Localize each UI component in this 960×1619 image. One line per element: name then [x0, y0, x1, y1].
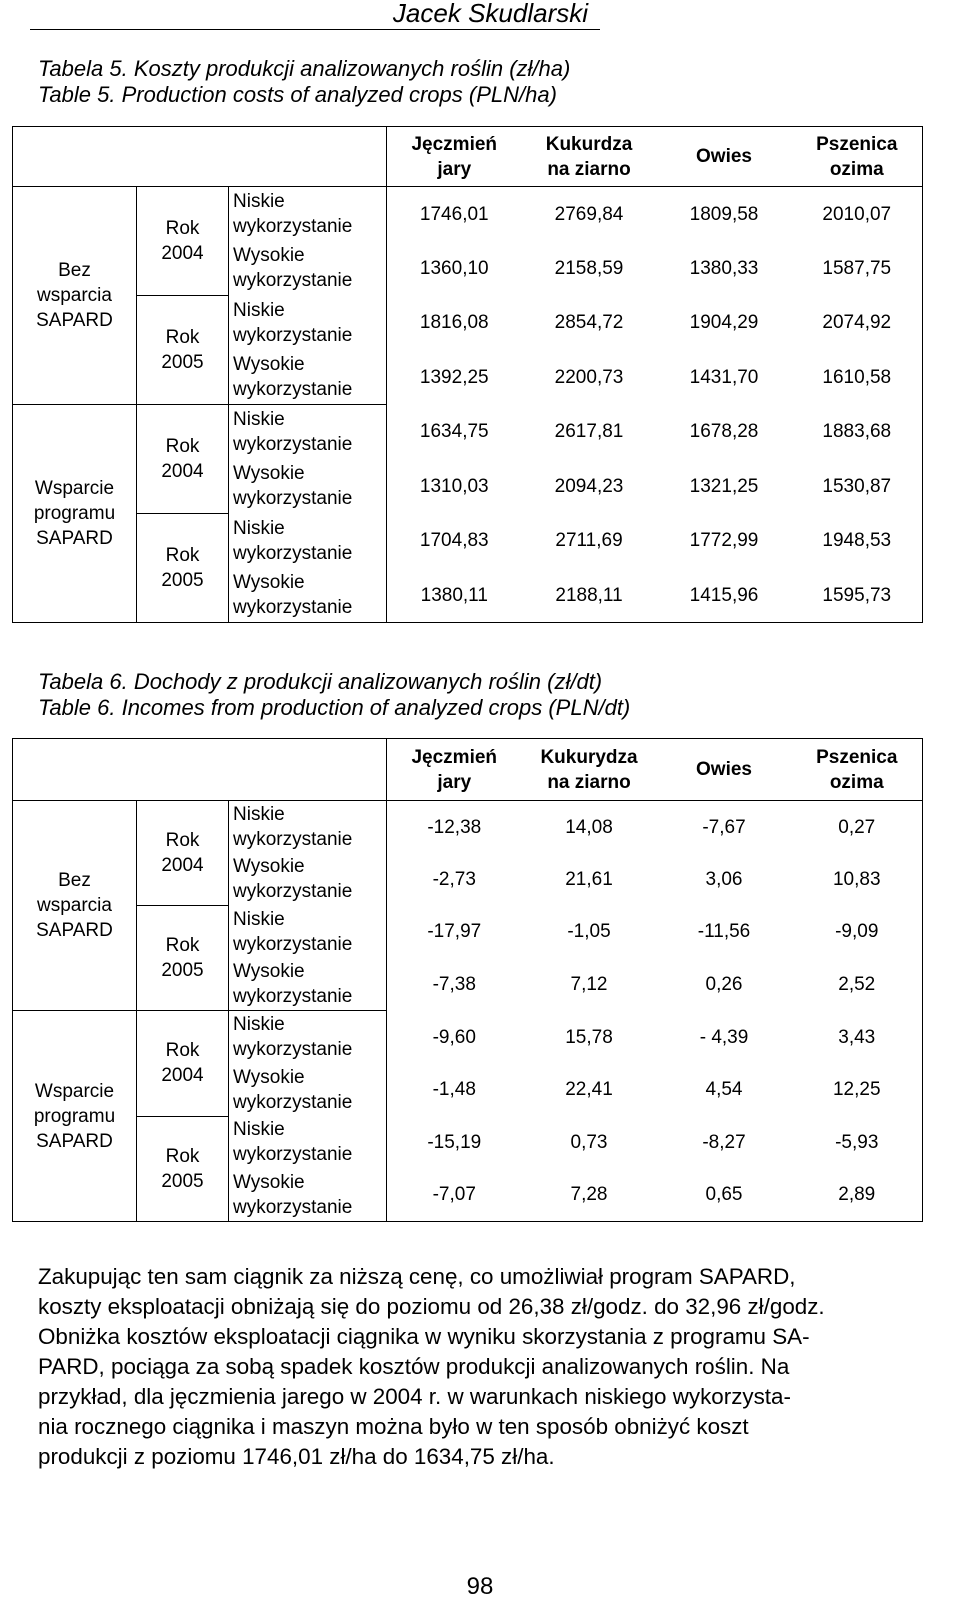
value-cell: -9,09 — [792, 906, 923, 959]
usage-level-line: Wysokie — [233, 856, 305, 878]
table-row — [13, 906, 923, 959]
usage-level-line: Niskie — [233, 1119, 285, 1141]
year-label-line: 2004 — [161, 855, 204, 877]
col-header-line1: Kukurydza — [540, 746, 638, 768]
usage-level-label — [229, 350, 387, 405]
year-label-line: Rok — [165, 327, 200, 348]
col-header-line1: Kukurdza — [545, 133, 633, 155]
year-label — [137, 296, 229, 405]
usage-level-label — [229, 514, 387, 569]
usage-level-line: wykorzystanie — [233, 933, 353, 955]
paragraph-line: PARD, pociąga za sobą spadek kosztów produkcji analizowanych roślin. Na — [38, 1354, 790, 1379]
col-header-line1: Jęczmień — [411, 746, 498, 768]
table6 — [12, 738, 923, 1222]
value-cell: -12,38 — [387, 801, 522, 854]
table-row — [13, 514, 923, 569]
group-label-line: wsparcia — [37, 285, 112, 306]
usage-level-label — [229, 405, 387, 460]
year-label-line: 2004 — [161, 243, 204, 264]
value-cell: -8,27 — [702, 1131, 746, 1153]
usage-level-label — [229, 459, 387, 514]
group-label-line: programu — [33, 503, 116, 524]
usage-level-line: wykorzystanie — [233, 829, 353, 851]
year-label-line: 2005 — [161, 352, 204, 373]
table-row — [13, 296, 923, 351]
value-cell: 1746,01 — [387, 187, 522, 242]
value-cell: 1634,75 — [419, 421, 489, 443]
usage-level-line: wykorzystanie — [233, 1144, 353, 1166]
value-cell: 3,06 — [705, 868, 743, 890]
value-cell: 12,25 — [792, 1063, 923, 1116]
value-cell: 1392,25 — [419, 366, 489, 388]
page-number: 98 — [466, 1573, 494, 1600]
usage-level-line: Niskie — [233, 1014, 285, 1036]
value-cell: 2200,73 — [554, 366, 624, 388]
group-label-line: Bez — [58, 870, 91, 892]
year-label — [137, 1116, 229, 1221]
year-label-line: 2005 — [161, 570, 204, 591]
value-cell: 3,43 — [792, 1011, 923, 1064]
table5-col-header — [522, 127, 657, 187]
col-header-line2: jary — [437, 158, 472, 180]
paragraph-line: przykład, dla jęczmienia jarego w 2004 r. w warunkach niskiego wykorzysta- — [38, 1384, 791, 1409]
value-cell: 2188,11 — [522, 568, 657, 623]
value-cell: 1310,03 — [419, 475, 489, 497]
value-cell: 1431,70 — [689, 366, 759, 388]
table5-corner-cell — [13, 127, 387, 187]
value-cell: 1809,58 — [657, 187, 792, 242]
usage-level-line: Wysokie — [233, 1171, 305, 1193]
usage-level-line: Wysokie — [233, 245, 305, 267]
usage-level-line: wykorzystanie — [233, 324, 353, 346]
value-cell: -9,60 — [432, 1026, 476, 1048]
col-header-line2: jary — [437, 771, 472, 793]
year-label-line: Rok — [165, 935, 200, 957]
value-cell: 2010,07 — [792, 187, 923, 242]
group-label-line: programu — [33, 1105, 116, 1127]
col-header-line1: Pszenica — [816, 133, 898, 155]
group-label-line: Wsparcie — [34, 1080, 115, 1102]
paragraph-line: nia rocznego ciągnika i maszyn można było w ten sposób obniżyć koszt — [38, 1414, 749, 1439]
usage-level-label — [229, 1116, 387, 1169]
usage-level-label — [229, 906, 387, 959]
value-cell: 0,65 — [657, 1169, 792, 1222]
usage-level-line: Niskie — [233, 191, 285, 212]
year-label — [137, 187, 229, 296]
value-cell: 0,73 — [570, 1131, 608, 1153]
table6-col-header — [657, 739, 792, 801]
year-label — [137, 906, 229, 1011]
year-label — [137, 801, 229, 906]
col-header-line1: Owies — [696, 759, 752, 780]
usage-level-label — [229, 801, 387, 854]
group-label-line: Bez — [58, 260, 91, 281]
usage-level-line: wykorzystanie — [233, 216, 353, 237]
col-header-line1: Owies — [696, 146, 752, 167]
table5-col-header — [792, 127, 923, 187]
value-cell: -1,05 — [567, 921, 611, 943]
value-cell: -5,93 — [792, 1116, 923, 1169]
year-label-line: Rok — [165, 1145, 200, 1167]
usage-level-line: Niskie — [233, 804, 285, 826]
usage-level-line: wykorzystanie — [233, 881, 353, 903]
usage-level-line: wykorzystanie — [233, 270, 353, 292]
col-header-line2: na ziarno — [547, 771, 631, 793]
group-label — [13, 187, 137, 405]
col-header-line2: ozima — [829, 158, 884, 180]
year-label — [137, 1011, 229, 1116]
table6-col-header — [387, 739, 522, 801]
value-cell: 1415,96 — [657, 568, 792, 623]
value-cell: 1321,25 — [689, 475, 759, 497]
year-label-line: 2004 — [161, 461, 204, 482]
value-cell: 2094,23 — [554, 475, 624, 497]
value-cell: 1704,83 — [419, 530, 489, 552]
table5-caption-pl: Tabela 5. Koszty produkcji analizowanych roślin (zł/ha) — [38, 56, 571, 81]
value-cell: 7,28 — [522, 1169, 657, 1222]
value-cell: 1380,11 — [387, 568, 522, 623]
value-cell: 2158,59 — [554, 257, 624, 279]
usage-level-line: Wysokie — [233, 572, 305, 593]
table6-caption-en: Table 6. Incomes from production of analyzed crops (PLN/dt) — [38, 695, 631, 720]
group-label-line: Wsparcie — [34, 478, 115, 499]
value-cell: 2,52 — [792, 958, 923, 1011]
value-cell: - 4,39 — [699, 1026, 749, 1048]
col-header-line1: Jęczmień — [411, 133, 498, 155]
value-cell: 2769,84 — [522, 187, 657, 242]
usage-level-label — [229, 1011, 387, 1064]
usage-level-line: wykorzystanie — [233, 1091, 353, 1113]
value-cell: 2074,92 — [792, 296, 923, 351]
value-cell: 1678,28 — [689, 421, 759, 443]
group-label-line: wsparcia — [37, 895, 112, 917]
table-row — [13, 1011, 923, 1064]
value-cell: 2,89 — [792, 1169, 923, 1222]
table6-col-header — [792, 739, 923, 801]
usage-level-line: wykorzystanie — [233, 434, 353, 455]
year-label-line: 2005 — [161, 960, 204, 982]
year-label-line: 2004 — [161, 1065, 204, 1087]
table6-corner-cell — [13, 739, 387, 801]
group-label-line: SAPARD — [36, 528, 113, 549]
paragraph-line: koszty eksploatacji obniżają się do poziomu od 26,38 zł/godz. do 32,96 zł/godz. — [38, 1294, 825, 1319]
col-header-line2: ozima — [829, 771, 884, 793]
usage-level-line: Niskie — [233, 517, 285, 539]
group-label-line: SAPARD — [36, 310, 113, 331]
usage-level-label — [229, 187, 387, 242]
value-cell: -17,97 — [427, 921, 482, 943]
header-rule — [30, 29, 600, 30]
year-label — [137, 405, 229, 514]
value-cell: -7,38 — [432, 974, 476, 996]
value-cell: 1587,75 — [792, 241, 923, 296]
usage-level-label — [229, 958, 387, 1011]
paragraph-line: Obniżka kosztów eksploatacji ciągnika w wyniku skorzystania z programu SA- — [38, 1324, 810, 1349]
value-cell: 22,41 — [565, 1079, 613, 1101]
usage-level-line: Wysokie — [233, 463, 305, 485]
usage-level-label — [229, 1169, 387, 1222]
table5-col-header — [657, 127, 792, 187]
value-cell: 7,12 — [570, 974, 608, 996]
usage-level-line: Wysokie — [233, 961, 305, 983]
usage-level-line: wykorzystanie — [233, 1196, 353, 1218]
value-cell: 0,27 — [792, 801, 923, 854]
year-label-line: Rok — [165, 436, 200, 457]
body-paragraph — [38, 1262, 926, 1472]
usage-level-line: Niskie — [233, 908, 285, 930]
paragraph-line: produkcji z poziomu 1746,01 zł/ha do 1634,75 zł/ha. — [38, 1444, 555, 1469]
value-cell: 1530,87 — [792, 459, 923, 514]
table-row — [13, 801, 923, 854]
table-row — [13, 187, 923, 242]
year-label-line: Rok — [165, 218, 200, 239]
year-label-line: Rok — [165, 1040, 200, 1062]
group-label — [13, 405, 137, 623]
value-cell: -7,67 — [657, 801, 792, 854]
usage-level-line: wykorzystanie — [233, 1039, 353, 1061]
value-cell: -15,19 — [427, 1131, 482, 1153]
year-label-line: 2005 — [161, 1170, 204, 1192]
table5-col-header — [387, 127, 522, 187]
col-header-line2: na ziarno — [547, 158, 631, 180]
usage-level-line: wykorzystanie — [233, 986, 353, 1008]
year-label — [137, 514, 229, 623]
value-cell: 15,78 — [565, 1026, 613, 1048]
value-cell: -2,73 — [432, 868, 476, 890]
value-cell: 1595,73 — [792, 568, 923, 623]
table6-col-header — [522, 739, 657, 801]
usage-level-label — [229, 296, 387, 351]
value-cell: 2854,72 — [554, 312, 624, 334]
usage-level-line: Niskie — [233, 299, 285, 321]
value-cell: 1904,29 — [689, 312, 759, 334]
usage-level-label — [229, 568, 387, 623]
usage-level-line: wykorzystanie — [233, 488, 353, 510]
value-cell: 21,61 — [565, 868, 613, 890]
group-label-line: SAPARD — [36, 1130, 113, 1152]
usage-level-label — [229, 241, 387, 296]
table5 — [12, 126, 923, 623]
value-cell: 4,54 — [705, 1079, 743, 1101]
value-cell: 10,83 — [792, 853, 923, 906]
value-cell: 1380,33 — [689, 257, 759, 279]
running-header-author: Jacek Skudlarski — [392, 0, 588, 28]
col-header-line1: Pszenica — [816, 746, 898, 768]
usage-level-line: Wysokie — [233, 1066, 305, 1088]
group-label — [13, 801, 137, 1011]
table5-caption-en: Table 5. Production costs of analyzed crops (PLN/ha) — [38, 82, 557, 107]
year-label-line: Rok — [165, 545, 200, 566]
value-cell: 2617,81 — [554, 421, 624, 443]
usage-level-line: wykorzystanie — [233, 542, 353, 564]
value-cell: -1,48 — [432, 1079, 476, 1101]
table-row — [13, 1116, 923, 1169]
value-cell: 2711,69 — [555, 530, 623, 552]
year-label-line: Rok — [165, 830, 200, 852]
value-cell: 14,08 — [522, 801, 657, 854]
group-label — [13, 1011, 137, 1221]
usage-level-label — [229, 853, 387, 906]
value-cell: 1816,08 — [419, 312, 489, 334]
value-cell: 1360,10 — [419, 257, 489, 279]
usage-level-line: Niskie — [233, 409, 285, 430]
value-cell: -11,56 — [697, 921, 751, 943]
table6-caption-pl: Tabela 6. Dochody z produkcji analizowanych roślin (zł/dt) — [38, 669, 603, 694]
usage-level-label — [229, 1063, 387, 1116]
usage-level-line: wykorzystanie — [233, 379, 353, 400]
value-cell: 1948,53 — [792, 514, 923, 569]
value-cell: 0,26 — [705, 974, 743, 996]
table-row — [13, 405, 923, 460]
usage-level-line: Wysokie — [233, 354, 305, 375]
value-cell: 1883,68 — [792, 405, 923, 460]
value-cell: -7,07 — [387, 1169, 522, 1222]
value-cell: 1772,99 — [689, 530, 759, 552]
usage-level-line: wykorzystanie — [233, 597, 353, 618]
group-label-line: SAPARD — [36, 920, 113, 942]
paragraph-line: Zakupując ten sam ciągnik za niższą cenę, co umożliwiał program SAPARD, — [38, 1264, 796, 1289]
value-cell: 1610,58 — [792, 350, 923, 405]
